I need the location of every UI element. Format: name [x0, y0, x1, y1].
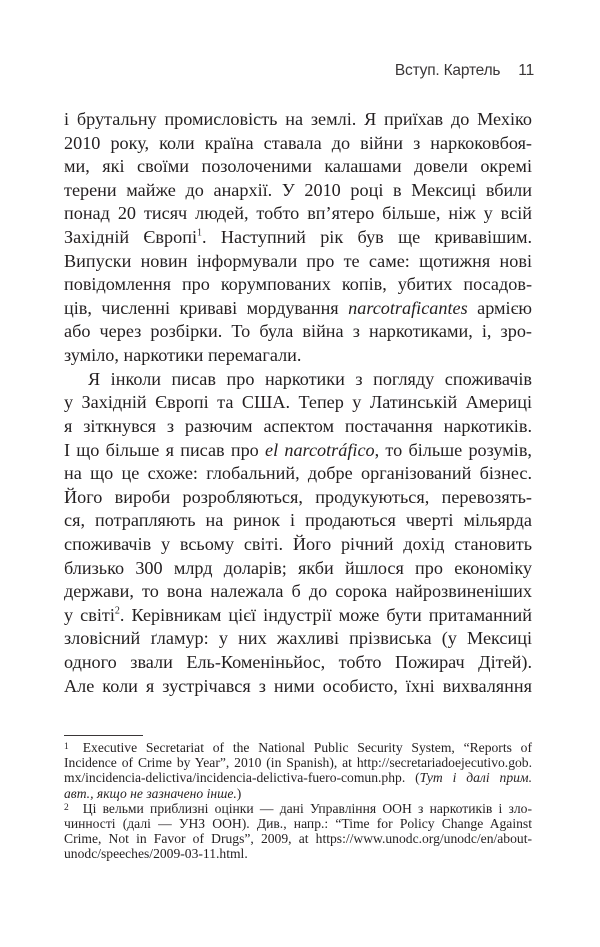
text-segment: І що більше я писав про	[64, 439, 266, 460]
text-line: я зіткнувся з разючим аспектом постачання наркотиків.	[64, 415, 532, 436]
text-line	[64, 439, 532, 463]
footnote-line	[64, 770, 532, 785]
footnote-number: 1	[64, 742, 69, 752]
footnote-ref-2[interactable]: 2	[114, 605, 120, 617]
text-line	[64, 604, 532, 628]
footnote-divider	[64, 735, 143, 736]
text-segment: у світі	[64, 604, 115, 625]
text-segment: , то більше розумів,	[374, 439, 532, 460]
footnote-line	[64, 801, 532, 816]
italic-note: Тут і далі прим.	[419, 770, 532, 786]
page-number: 11	[518, 62, 534, 79]
text-line: у Західній Європі та США. Тепер у Латинській Америці	[64, 392, 532, 413]
footnote-ref-1[interactable]: 1	[197, 227, 202, 239]
text-line: Але коли я зустрічався з ними особисто, їхні вихваляння	[64, 675, 532, 696]
text-line: ся, потрапляють на ринок і продаються чверті мільярда	[64, 510, 532, 531]
footnotes	[64, 740, 532, 862]
text-segment: Ці вельми приблизні оцінки — дані Управління ООН з наркотиків і зло-	[82, 800, 532, 816]
text-line: повідомлення про корумпованих копів, убитих посадов-	[64, 274, 532, 295]
footnote-number: 2	[64, 802, 69, 813]
text-segment: армією	[467, 297, 532, 318]
text-line: Його вироби розробляються, продукуються, перевозять-	[64, 486, 532, 507]
text-segment: Executive Secretariat of the National Public Security System, “Reports of	[82, 740, 532, 755]
text-segment: mx/incidencia-delictiva/incidencia-delictiva-fuero-comun.php. (	[64, 770, 420, 786]
text-segment: ців, численні криваві мордування	[64, 297, 349, 318]
text-segment: . Керівникам цієї індустрії може бути притаманний	[119, 604, 533, 625]
footnote-line	[64, 740, 532, 755]
text-segment: . Наступний рік був ще кривавішим.	[202, 227, 532, 248]
text-line: одного звали Ель-Комeніньйос, тобто Пожирач Дітей).	[64, 652, 532, 673]
text-line	[64, 297, 532, 321]
text-segment: Західній Європі	[64, 227, 197, 248]
text-line: або через розбірки. То була війна з наркотиками, і, зро-	[64, 321, 532, 342]
footnote-line: unodc/speeches/2009-03-11.html.	[64, 846, 248, 862]
text-line: споживачів у всьому світі. Його річний дохід становить	[64, 533, 532, 554]
running-header	[395, 62, 534, 80]
text-line: Я інколи писав про наркотики з погляду споживачів	[88, 368, 532, 389]
footnote-line: Incidence of Crime by Year”, 2010 (in Spanish), at http://secretariadoejecutivo.gob.	[64, 755, 532, 771]
text-line: і брутальну промисловість на землі. Я приїхав до Мехіко	[64, 109, 532, 129]
italic-term: el narcotráfico	[265, 439, 375, 460]
body-text	[64, 108, 532, 698]
footnote-1	[64, 740, 532, 801]
text-line: ми, які своїми позолоченими калашами довели окремі	[64, 156, 532, 177]
text-segment: )	[236, 785, 242, 801]
text-line: Випуски новин інформували про те саме: щотижня нові	[64, 250, 532, 271]
text-line: зловісний ґламур: у них жахливі прізвиська (у Мексиці	[64, 628, 532, 649]
text-line: на що це схоже: глобальний, добре організований бізнес.	[64, 463, 532, 484]
footnote-2	[64, 801, 532, 862]
running-title: Вступ. Картель	[394, 62, 501, 79]
italic-term: narcotraficantes	[348, 297, 468, 318]
text-line: 2010 року, коли країна ставала до війни з наркоковбоя-	[64, 132, 532, 153]
text-line: держави, то вона належала б до сорока найрозвиненіших	[64, 581, 532, 602]
text-line: терени майже до анархії. У 2010 році в Мексиці вбили	[64, 179, 532, 200]
text-line: близько 300 млрд доларів; якби йшлося про економіку	[64, 557, 532, 578]
footnote-line	[64, 786, 532, 801]
text-line: понад 20 тисяч людей, тобто вп’ятеро більше, ніж у всій	[64, 203, 532, 224]
text-line	[64, 226, 532, 250]
text-line: зуміло, наркотики перемагали.	[64, 345, 302, 366]
italic-note: авт., якщо не зазначено інше.	[64, 785, 237, 801]
footnote-line: Crime, Not in Favor of Drugs”, 2009, at https://www.unodc.org/unodc/en/about-	[64, 831, 532, 847]
footnote-line: чинності (далі — УНЗ ООН). Див., напр.: “Time for Policy Change Against	[64, 815, 532, 831]
